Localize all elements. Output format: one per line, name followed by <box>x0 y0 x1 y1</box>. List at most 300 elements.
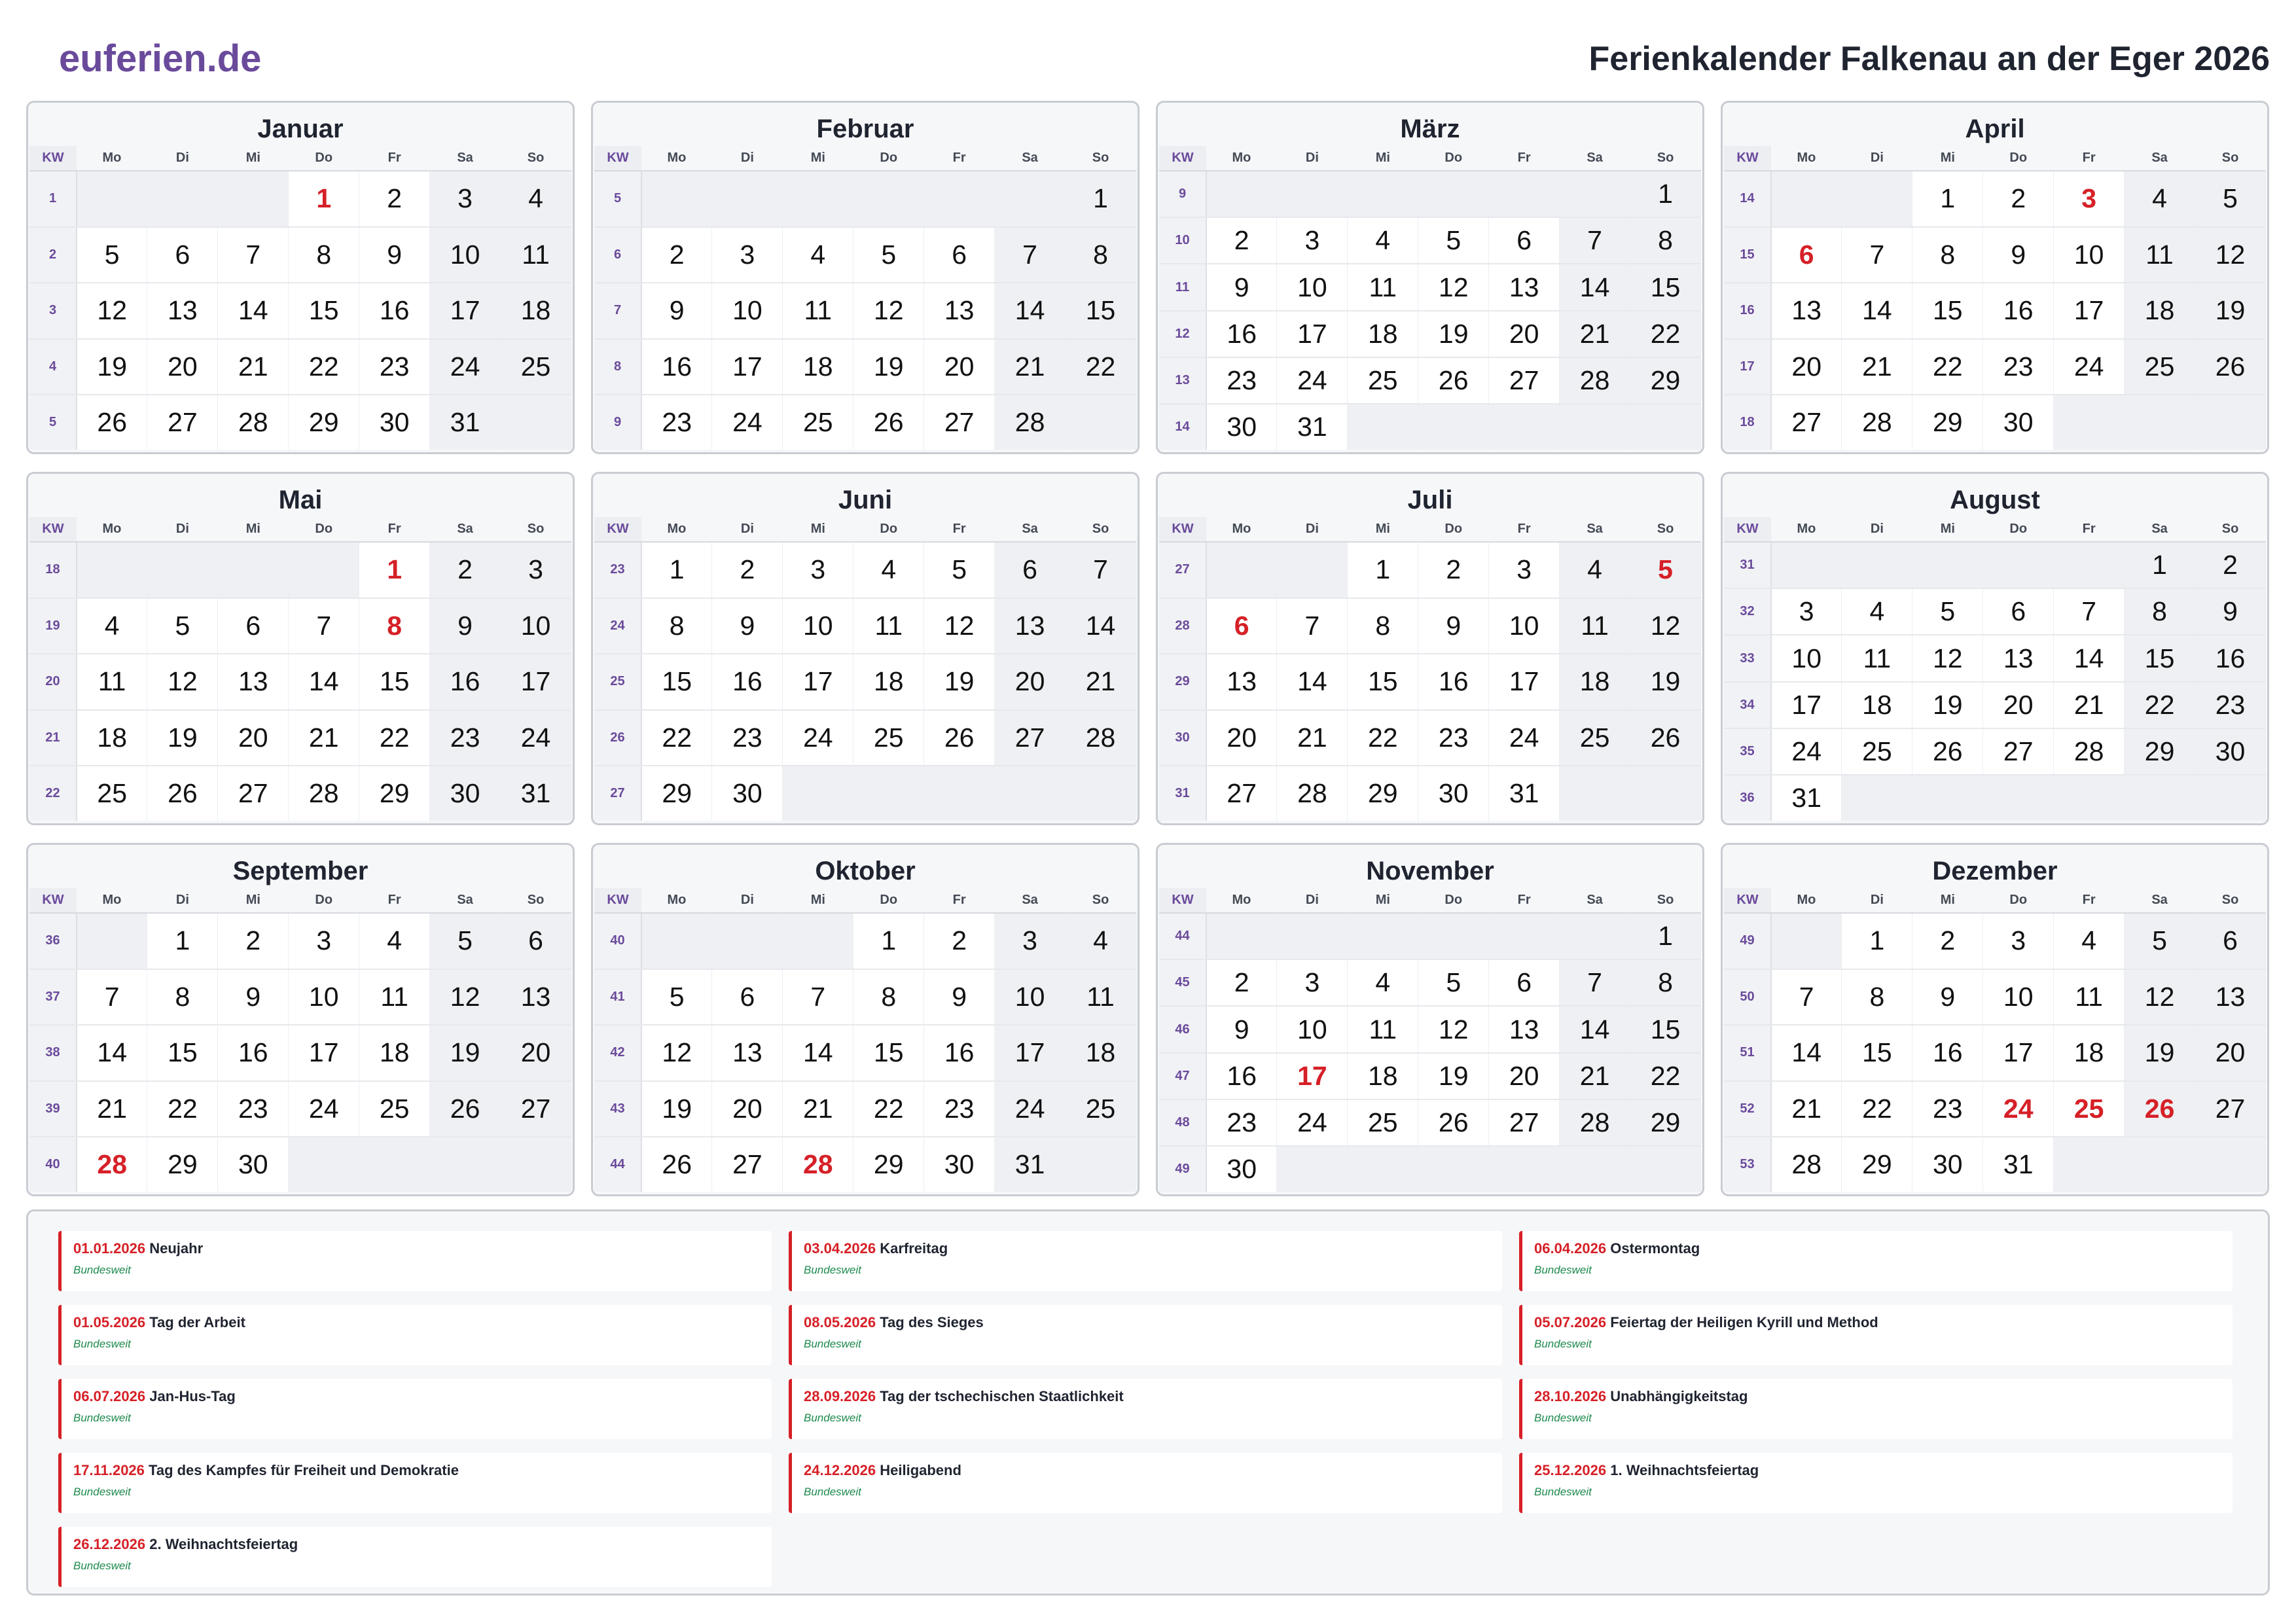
holiday-date: 24.12.2026 <box>804 1462 876 1478</box>
empty-day-cell <box>1489 404 1560 450</box>
weekday-header: Sa <box>1560 517 1630 542</box>
day-cell: 19 <box>430 1025 501 1081</box>
empty-day-cell <box>501 1137 571 1192</box>
kw-header: KW <box>29 517 77 542</box>
day-cell: 22 <box>147 1081 218 1137</box>
day-cell: 10 <box>2054 227 2125 283</box>
day-cell: 2 <box>1418 542 1489 598</box>
week-number: 28 <box>1159 598 1206 654</box>
week-row <box>594 766 1136 821</box>
holiday-line <box>1534 1240 2221 1257</box>
day-cell: 29 <box>1842 1137 1912 1192</box>
day-cell: 28 <box>1066 710 1136 766</box>
day-cell: 11 <box>77 654 147 710</box>
day-cell: 8 <box>1842 969 1912 1026</box>
day-cell: 24 <box>783 710 853 766</box>
day-cell: 30 <box>1912 1137 1983 1192</box>
day-cell: 19 <box>2195 283 2266 339</box>
day-cell: 24 <box>430 339 501 395</box>
week-row <box>1724 775 2266 821</box>
week-number: 1 <box>29 171 77 227</box>
day-cell: 3 <box>1771 588 1842 635</box>
day-cell: 14 <box>1560 264 1630 310</box>
day-cell: 10 <box>712 283 783 339</box>
day-cell: 5 <box>1418 959 1489 1006</box>
weekday-header: Fr <box>2054 146 2125 171</box>
day-cell: 28 <box>1277 766 1348 821</box>
weekday-header: So <box>1066 146 1136 171</box>
holiday-name: 2. Weihnachtsfeiertag <box>149 1536 298 1552</box>
holiday-day-cell: 24 <box>1983 1081 2054 1137</box>
empty-day-cell <box>1842 171 1912 227</box>
day-cell: 7 <box>2054 588 2125 635</box>
holiday-region: Bundesweit <box>73 1264 131 1276</box>
day-cell: 2 <box>1206 217 1277 264</box>
month-card-8 <box>26 843 575 1196</box>
week-row <box>1159 311 1701 357</box>
day-cell: 15 <box>147 1025 218 1081</box>
holiday-region: Bundesweit <box>804 1486 861 1498</box>
week-number: 53 <box>1724 1137 1771 1192</box>
weekday-header: So <box>501 517 571 542</box>
month-table <box>29 888 571 1192</box>
week-number: 31 <box>1724 542 1771 588</box>
day-cell: 9 <box>1418 598 1489 654</box>
day-cell: 26 <box>641 1137 712 1192</box>
kw-header: KW <box>1159 517 1206 542</box>
weekday-header: Mo <box>1206 888 1277 913</box>
day-cell: 13 <box>1771 283 1842 339</box>
holiday-name: Feiertag der Heiligen Kyrill und Method <box>1610 1314 1878 1330</box>
holiday-item <box>58 1231 772 1291</box>
weekday-header: Di <box>147 517 218 542</box>
site-logo[interactable]: euferien.de <box>59 37 262 80</box>
day-cell: 4 <box>1066 913 1136 969</box>
day-cell: 8 <box>147 969 218 1026</box>
day-cell: 16 <box>924 1025 995 1081</box>
day-cell: 29 <box>641 766 712 821</box>
day-cell: 27 <box>1489 1099 1560 1146</box>
empty-day-cell <box>924 171 995 227</box>
empty-day-cell <box>995 766 1066 821</box>
holiday-line <box>1534 1388 2221 1405</box>
day-cell: 1 <box>641 542 712 598</box>
day-cell: 20 <box>2195 1025 2266 1081</box>
day-cell: 13 <box>1206 654 1277 710</box>
month-card-0 <box>26 101 575 454</box>
day-cell: 19 <box>1418 311 1489 357</box>
kw-header: KW <box>29 146 77 171</box>
day-cell: 11 <box>1560 598 1630 654</box>
month-table <box>594 517 1136 821</box>
week-row <box>29 766 571 821</box>
day-cell: 12 <box>1418 1006 1489 1052</box>
weekday-header: Di <box>1277 517 1348 542</box>
day-cell: 2 <box>1912 913 1983 969</box>
weekday-header: Sa <box>430 517 501 542</box>
week-row <box>1159 542 1701 598</box>
day-cell: 19 <box>77 339 147 395</box>
day-cell: 30 <box>430 766 501 821</box>
empty-day-cell <box>1771 913 1842 969</box>
week-row <box>594 1081 1136 1137</box>
weekday-header: Fr <box>1489 888 1560 913</box>
day-cell: 12 <box>2195 227 2266 283</box>
holiday-date: 17.11.2026 <box>73 1462 145 1478</box>
day-cell: 31 <box>1489 766 1560 821</box>
day-cell: 25 <box>1842 728 1912 775</box>
day-cell: 15 <box>289 283 359 339</box>
day-cell: 2 <box>430 542 501 598</box>
week-number: 13 <box>1159 357 1206 404</box>
weekday-header: Di <box>712 146 783 171</box>
week-row <box>1159 1053 1701 1099</box>
day-cell: 18 <box>77 710 147 766</box>
day-cell: 14 <box>783 1025 853 1081</box>
week-number: 12 <box>1159 311 1206 357</box>
day-cell: 22 <box>359 710 430 766</box>
day-cell: 21 <box>2054 682 2125 728</box>
day-cell: 27 <box>147 395 218 450</box>
day-cell: 5 <box>1912 588 1983 635</box>
day-cell: 6 <box>712 969 783 1026</box>
day-cell: 20 <box>147 339 218 395</box>
holiday-date: 01.01.2026 <box>73 1240 146 1257</box>
empty-day-cell <box>289 542 359 598</box>
week-number: 22 <box>29 766 77 821</box>
day-cell: 17 <box>1983 1025 2054 1081</box>
week-row <box>1159 913 1701 959</box>
day-cell: 18 <box>1348 311 1418 357</box>
weekday-header: Mi <box>1912 146 1983 171</box>
holiday-day-cell: 1 <box>289 171 359 227</box>
empty-day-cell <box>2195 1137 2266 1192</box>
holiday-name: Tag des Kampfes für Freiheit und Demokratie <box>149 1462 459 1478</box>
kw-header: KW <box>594 888 641 913</box>
day-cell: 14 <box>1842 283 1912 339</box>
week-number: 11 <box>1159 264 1206 310</box>
empty-day-cell <box>641 913 712 969</box>
empty-day-cell <box>712 171 783 227</box>
day-cell: 3 <box>712 227 783 283</box>
weekday-header: So <box>1066 517 1136 542</box>
day-cell: 13 <box>1983 635 2054 681</box>
empty-day-cell <box>2054 542 2125 588</box>
day-cell: 4 <box>1842 588 1912 635</box>
week-row <box>29 710 571 766</box>
holiday-region: Bundesweit <box>804 1338 861 1350</box>
week-number: 41 <box>594 969 641 1026</box>
day-cell: 24 <box>2054 339 2125 395</box>
month-name: Dezember <box>1932 857 2058 885</box>
empty-day-cell <box>1277 913 1348 959</box>
holiday-name: Tag der tschechischen Staatlichkeit <box>880 1388 1124 1404</box>
day-cell: 19 <box>924 654 995 710</box>
week-number: 14 <box>1159 404 1206 450</box>
week-number: 39 <box>29 1081 77 1137</box>
holiday-day-cell: 1 <box>359 542 430 598</box>
day-cell: 21 <box>995 339 1066 395</box>
day-cell: 5 <box>77 227 147 283</box>
weekday-header: Di <box>147 146 218 171</box>
day-cell: 18 <box>2054 1025 2125 1081</box>
empty-day-cell <box>712 913 783 969</box>
weekday-header: Mo <box>641 888 712 913</box>
day-cell: 29 <box>289 395 359 450</box>
empty-day-cell <box>1066 1137 1136 1192</box>
day-cell: 9 <box>1206 264 1277 310</box>
day-cell: 14 <box>1066 598 1136 654</box>
weekday-header: So <box>2195 146 2266 171</box>
week-row <box>1159 357 1701 404</box>
week-number: 20 <box>29 654 77 710</box>
day-cell: 3 <box>501 542 571 598</box>
week-row <box>1724 588 2266 635</box>
week-number: 2 <box>29 227 77 283</box>
day-cell: 25 <box>77 766 147 821</box>
weekday-header: Mi <box>218 888 289 913</box>
day-cell: 29 <box>853 1137 924 1192</box>
day-cell: 6 <box>147 227 218 283</box>
week-row <box>1724 913 2266 969</box>
day-cell: 26 <box>853 395 924 450</box>
week-row <box>29 598 571 654</box>
day-cell: 12 <box>1912 635 1983 681</box>
week-number: 48 <box>1159 1099 1206 1146</box>
holiday-name: Tag des Sieges <box>880 1314 984 1330</box>
day-cell: 23 <box>1983 339 2054 395</box>
month-table <box>1724 888 2266 1192</box>
day-cell: 20 <box>1489 311 1560 357</box>
week-number: 45 <box>1159 959 1206 1006</box>
holiday-item <box>789 1305 1502 1365</box>
holiday-day-cell: 25 <box>2054 1081 2125 1137</box>
empty-day-cell <box>783 766 853 821</box>
week-number: 37 <box>29 969 77 1026</box>
day-cell: 18 <box>1560 654 1630 710</box>
weekday-header: Do <box>289 517 359 542</box>
month-name: Oktober <box>815 857 916 885</box>
day-cell: 9 <box>430 598 501 654</box>
day-cell: 14 <box>1560 1006 1630 1052</box>
day-cell: 16 <box>1206 311 1277 357</box>
weekday-header: So <box>1066 888 1136 913</box>
week-number: 17 <box>1724 339 1771 395</box>
day-cell: 4 <box>2054 913 2125 969</box>
week-number: 18 <box>1724 395 1771 450</box>
day-cell: 16 <box>1418 654 1489 710</box>
day-cell: 29 <box>359 766 430 821</box>
day-cell: 12 <box>77 283 147 339</box>
day-cell: 28 <box>289 766 359 821</box>
day-cell: 7 <box>1066 542 1136 598</box>
day-cell: 25 <box>783 395 853 450</box>
day-cell: 8 <box>289 227 359 283</box>
day-cell: 16 <box>1912 1025 1983 1081</box>
day-cell: 28 <box>1842 395 1912 450</box>
day-cell: 11 <box>1348 264 1418 310</box>
week-number: 50 <box>1724 969 1771 1026</box>
day-cell: 25 <box>853 710 924 766</box>
day-cell: 11 <box>359 969 430 1026</box>
week-row <box>594 339 1136 395</box>
day-cell: 4 <box>1560 542 1630 598</box>
day-cell: 7 <box>1842 227 1912 283</box>
day-cell: 26 <box>1418 357 1489 404</box>
week-number: 33 <box>1724 635 1771 681</box>
week-row <box>594 710 1136 766</box>
month-name: August <box>1950 486 2040 514</box>
day-cell: 1 <box>1842 913 1912 969</box>
holiday-region: Bundesweit <box>73 1338 131 1350</box>
day-cell: 27 <box>1206 766 1277 821</box>
day-cell: 8 <box>1630 959 1701 1006</box>
day-cell: 7 <box>783 969 853 1026</box>
weekday-header: Fr <box>359 146 430 171</box>
holiday-date: 05.07.2026 <box>1534 1314 1607 1330</box>
holiday-day-cell: 28 <box>783 1137 853 1192</box>
holiday-grid <box>58 1231 2238 1587</box>
holiday-region: Bundesweit <box>73 1486 131 1498</box>
week-number: 7 <box>594 283 641 339</box>
weekday-header: Fr <box>924 517 995 542</box>
day-cell: 19 <box>147 710 218 766</box>
week-number: 14 <box>1724 171 1771 227</box>
day-cell: 3 <box>1277 217 1348 264</box>
weekday-header: Fr <box>924 888 995 913</box>
day-cell: 9 <box>1206 1006 1277 1052</box>
day-cell: 27 <box>712 1137 783 1192</box>
day-cell: 29 <box>1912 395 1983 450</box>
weekday-header: So <box>501 888 571 913</box>
day-cell: 10 <box>1489 598 1560 654</box>
day-cell: 12 <box>2125 969 2195 1026</box>
day-cell: 7 <box>1277 598 1348 654</box>
day-cell: 29 <box>147 1137 218 1192</box>
page-title: Ferienkalender Falkenau an der Eger 2026 <box>1588 40 2270 78</box>
empty-day-cell <box>1912 775 1983 821</box>
day-cell: 12 <box>641 1025 712 1081</box>
holiday-day-cell: 8 <box>359 598 430 654</box>
week-row <box>1159 171 1701 217</box>
weekday-header: So <box>2195 517 2266 542</box>
holiday-name: Unabhängigkeitstag <box>1610 1388 1748 1404</box>
month-name: Februar <box>816 115 914 143</box>
week-row <box>594 1025 1136 1081</box>
holiday-line <box>73 1536 760 1553</box>
day-cell: 9 <box>218 969 289 1026</box>
day-cell: 16 <box>2195 635 2266 681</box>
day-cell: 27 <box>2195 1081 2266 1137</box>
day-cell: 28 <box>218 395 289 450</box>
weekday-header: Mi <box>1912 888 1983 913</box>
day-cell: 22 <box>1912 339 1983 395</box>
empty-day-cell <box>2195 395 2266 450</box>
holiday-name: Karfreitag <box>880 1240 948 1257</box>
empty-day-cell <box>1842 775 1912 821</box>
week-row <box>29 227 571 283</box>
weekday-header: Mi <box>1912 517 1983 542</box>
day-cell: 1 <box>147 913 218 969</box>
day-cell: 28 <box>1771 1137 1842 1192</box>
month-card-6 <box>1156 472 1704 825</box>
week-row <box>29 395 571 450</box>
holiday-item <box>789 1379 1502 1439</box>
day-cell: 12 <box>1630 598 1701 654</box>
day-cell: 9 <box>924 969 995 1026</box>
month-table <box>29 517 571 821</box>
week-row <box>29 1081 571 1137</box>
holiday-day-cell: 17 <box>1277 1053 1348 1099</box>
week-row <box>1724 542 2266 588</box>
day-cell: 18 <box>1066 1025 1136 1081</box>
day-cell: 5 <box>430 913 501 969</box>
holiday-day-cell: 6 <box>1206 598 1277 654</box>
weekday-header: Mi <box>783 888 853 913</box>
day-cell: 31 <box>1277 404 1348 450</box>
week-number: 29 <box>1159 654 1206 710</box>
weekday-header: Sa <box>1560 146 1630 171</box>
week-row <box>29 913 571 969</box>
day-cell: 21 <box>1771 1081 1842 1137</box>
day-cell: 13 <box>501 969 571 1026</box>
day-cell: 2 <box>218 913 289 969</box>
day-cell: 23 <box>1912 1081 1983 1137</box>
week-row <box>594 227 1136 283</box>
day-cell: 4 <box>77 598 147 654</box>
week-number: 52 <box>1724 1081 1771 1137</box>
weekday-header: Sa <box>1560 888 1630 913</box>
day-cell: 27 <box>1983 728 2054 775</box>
holiday-day-cell: 3 <box>2054 171 2125 227</box>
empty-day-cell <box>1912 542 1983 588</box>
day-cell: 10 <box>1771 635 1842 681</box>
week-row <box>29 969 571 1026</box>
day-cell: 5 <box>641 969 712 1026</box>
empty-day-cell <box>924 766 995 821</box>
month-name: Juli <box>1407 486 1453 514</box>
day-cell: 21 <box>1842 339 1912 395</box>
day-cell: 20 <box>712 1081 783 1137</box>
empty-day-cell <box>1348 404 1418 450</box>
holiday-day-cell: 28 <box>77 1137 147 1192</box>
day-cell: 24 <box>995 1081 1066 1137</box>
day-cell: 3 <box>783 542 853 598</box>
empty-day-cell <box>147 171 218 227</box>
holiday-region: Bundesweit <box>804 1264 861 1276</box>
week-row <box>29 283 571 339</box>
day-cell: 29 <box>2125 728 2195 775</box>
kw-header: KW <box>1724 517 1771 542</box>
empty-day-cell <box>218 171 289 227</box>
weekday-header: Do <box>853 888 924 913</box>
week-row <box>594 395 1136 450</box>
holiday-date: 06.04.2026 <box>1534 1240 1607 1257</box>
day-cell: 17 <box>289 1025 359 1081</box>
month-card-10 <box>1156 843 1704 1196</box>
day-cell: 24 <box>1277 1099 1348 1146</box>
day-cell: 21 <box>783 1081 853 1137</box>
weekday-header: Mi <box>1348 146 1418 171</box>
day-cell: 28 <box>1560 357 1630 404</box>
week-row <box>1159 1006 1701 1052</box>
week-row <box>1724 728 2266 775</box>
day-cell: 22 <box>853 1081 924 1137</box>
day-cell: 11 <box>2125 227 2195 283</box>
month-table <box>594 888 1136 1192</box>
holiday-line <box>73 1462 760 1479</box>
week-number: 16 <box>1724 283 1771 339</box>
